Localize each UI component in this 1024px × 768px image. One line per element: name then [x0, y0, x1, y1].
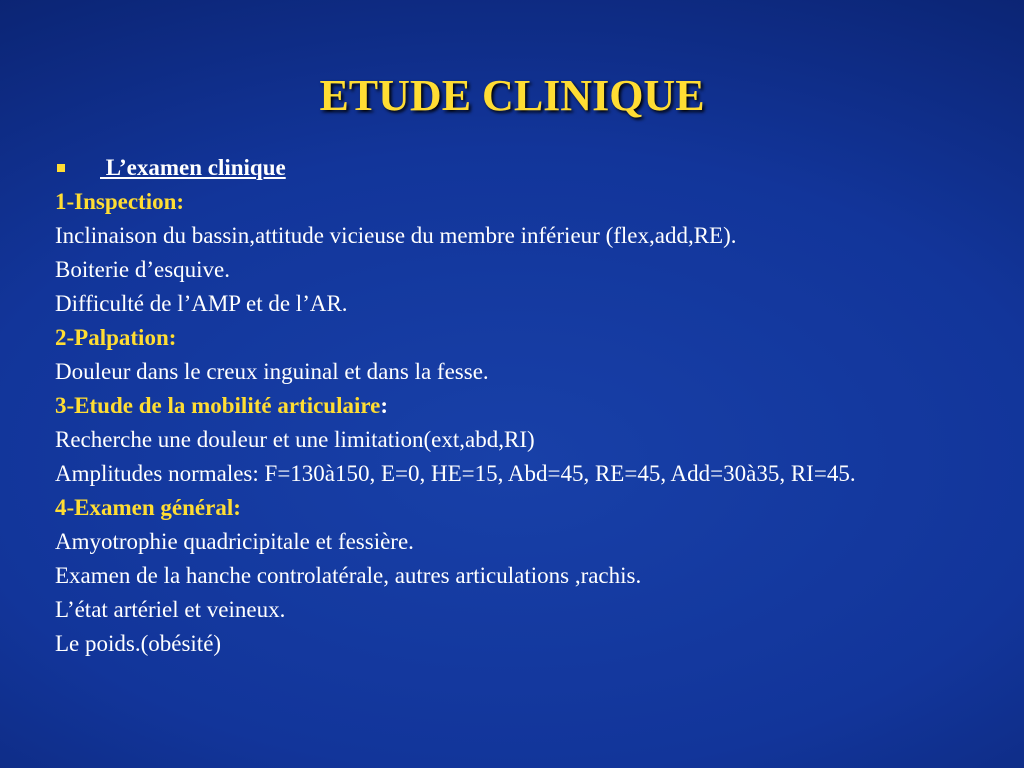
text-line: Amyotrophie quadricipitale et fessière. — [55, 529, 414, 554]
section-heading-examen-general: 4-Examen général: — [55, 495, 241, 520]
bullet-item — [55, 151, 985, 185]
text-line-amplitudes: Amplitudes normales: F=130à150, E=0, HE=15, Abd=45, RE=45, Add=30à35, RI=45. — [55, 461, 856, 486]
slide-content — [55, 151, 985, 661]
section-heading-mobilite-label: 3-Etude de la mobilité articulaire — [55, 393, 381, 418]
slide-title: ETUDE CLINIQUE — [319, 71, 705, 120]
section-heading-mobilite — [55, 389, 985, 423]
text-line: Recherche une douleur et une limitation(ext,abd,RI) — [55, 427, 535, 452]
section-heading-inspection: 1-Inspection: — [55, 189, 185, 214]
text-line: Le poids.(obésité) — [55, 631, 222, 656]
section-heading-mobilite-colon: : — [380, 393, 389, 418]
text-line: Douleur dans le creux inguinal et dans la fesse. — [55, 359, 489, 384]
square-bullet-icon — [57, 164, 65, 172]
slide-subtitle: L’examen clinique — [100, 155, 286, 180]
text-line: Inclinaison du bassin,attitude vicieuse du membre inférieur (flex,add,RE). — [55, 223, 737, 248]
text-line: Boiterie d’esquive. — [55, 257, 231, 282]
text-line: Difficulté de l’AMP et de l’AR. — [55, 291, 348, 316]
text-line: L’état artériel et veineux. — [55, 597, 286, 622]
section-heading-palpation: 2-Palpation: — [55, 325, 177, 350]
text-line: Examen de la hanche controlatérale, autres articulations ,rachis. — [55, 563, 642, 588]
